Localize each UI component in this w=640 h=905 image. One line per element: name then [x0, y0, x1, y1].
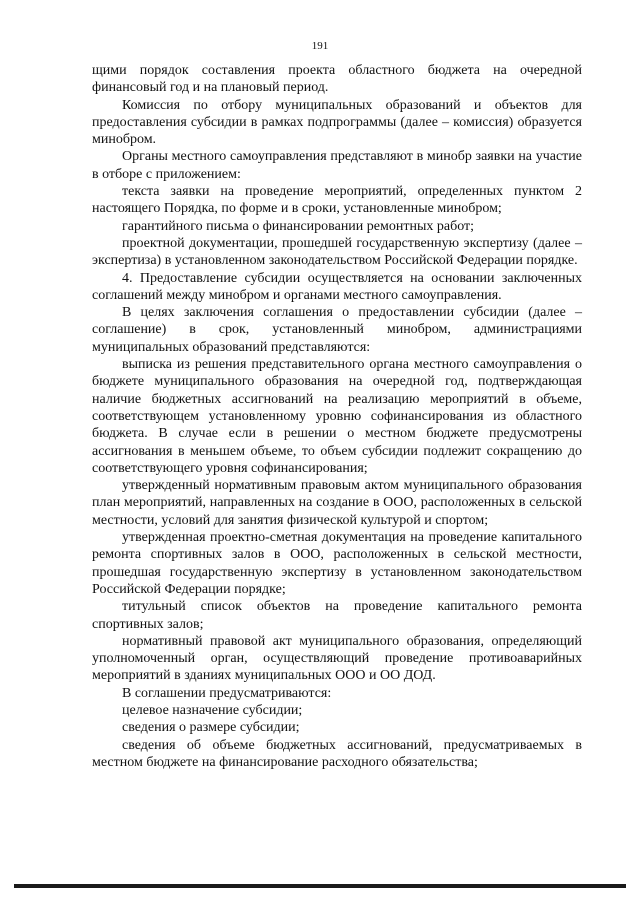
paragraph: сведения о размере субсидии; — [122, 720, 300, 736]
paragraph: Органы местного самоуправления представляют в минобр заявки на участие в отборе с приложением: — [92, 149, 582, 182]
paragraph: утвержденный нормативным правовым актом муниципального образования план мероприятий, направленных на создание в ООО, расположенных в сельской местности, условий для занятия физической культурой и спортом; — [92, 478, 582, 528]
paragraph: проектной документации, прошедшей государственную экспертизу (далее – экспертиза) в установленном законодательством Российской Федерации порядке. — [92, 235, 582, 269]
paragraph: текста заявки на проведение мероприятий, определенных пунктом 2 настоящего Порядка, по форме и в сроки, установленные минобром; — [92, 184, 582, 217]
paragraph: В целях заключения соглашения о предоставлении субсидии (далее – соглашение) в срок, установленный минобром, администрациями муниципальных образований представляются: — [92, 305, 582, 355]
bottom-scan-edge — [14, 884, 626, 888]
paragraph: нормативный правовой акт муниципального образования, определяющий уполномоченный орган, осуществляющий проведение противоаварийных мероприятий в зданиях муниципальных ООО и ОО ДОД. — [92, 633, 582, 684]
paragraph: целевое назначение субсидии; — [122, 702, 303, 718]
paragraph: выписка из решения представительного органа местного самоуправления о бюджете муниципального образования на очередной год, подтверждающая наличие бюджетных ассигнований на реализацию мероприятий в объеме, соответствующем установленному уровню софинансирования из областного бюджета. В случае если в решении о местном бюджете предусмотрены ассигнования в меньшем объеме, то объем субсидии подлежит сокращению до соответствующего уровня софинансирования; — [92, 357, 582, 476]
page-number: 191 — [311, 40, 329, 52]
paragraph: 4. Предоставление субсидии осуществляется на основании заключенных соглашений между минобром и органами местного самоуправления. — [92, 270, 582, 303]
paragraph: гарантийного письма о финансировании ремонтных работ; — [122, 218, 475, 234]
paragraph: щими порядок составления проекта областного бюджета на очередной финансовый год и на плановый период. — [92, 63, 582, 96]
document-body — [92, 62, 582, 771]
paragraph: В соглашении предусматриваются: — [122, 685, 332, 701]
paragraph: утвержденная проектно-сметная документация на проведение капитального ремонта спортивных залов в ООО, расположенных в сельской местности, прошедшая государственную экспертизу в установленном законодательством Российской Федерации порядке; — [92, 530, 582, 597]
paragraph: титульный список объектов на проведение капитального ремонта спортивных залов; — [92, 599, 582, 632]
paragraph: сведения об объеме бюджетных ассигнований, предусматриваемых в местном бюджете на финансирование расходного обязательства; — [92, 737, 582, 770]
paragraph: Комиссия по отбору муниципальных образований и объектов для предоставления субсидии в рамках подпрограммы (далее – комиссия) образуется минобром. — [92, 97, 582, 148]
